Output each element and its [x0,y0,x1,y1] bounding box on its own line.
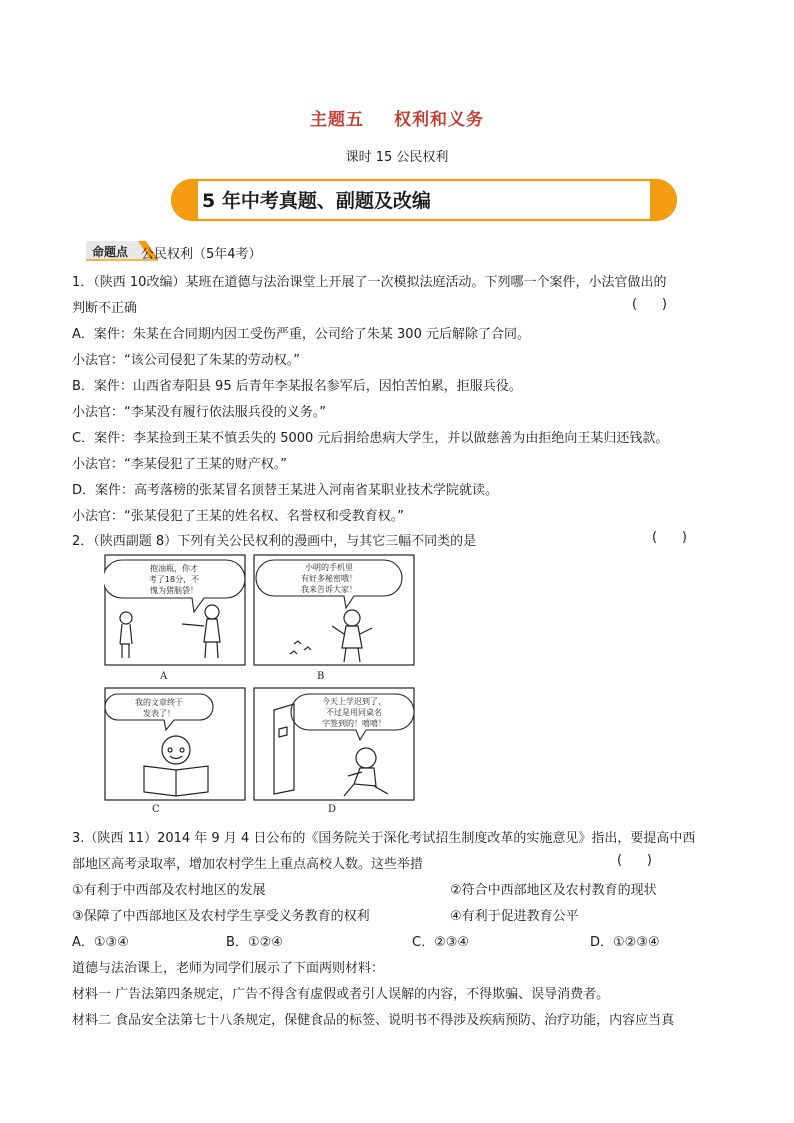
panel-b-bubble-line2: 有好多秘密哦！ [301,574,357,583]
topic-tag-label: 命题点 [92,245,129,259]
q1-option-c-judge: 小法官：“李某侵犯了王某的财产权。” [72,457,287,472]
panel-a-label: A [160,671,168,682]
comic-panel-c [105,688,245,800]
q3-choice-c: C．②③④ [412,935,470,950]
material-intro: 道德与法治课上，老师为同学们展示了下面两则材料： [72,961,385,976]
q3-item-1: ①有利于中西部及农村地区的发展 [72,883,266,898]
title-part2: 权利和义务 [394,110,484,130]
material-one: 材料一 广告法第四条规定，广告不得含有虚假或者引人误解的内容，不得欺骗、误导消费者。 [72,987,610,1002]
q3-item-3: ③保障了中西部地区及农村学生享受义务教育的权利 [72,909,370,924]
panel-a-bubble-line3: 愧为猪脑袋！ [150,586,198,595]
q1-option-a-judge: 小法官：“该公司侵犯了朱某的劳动权。” [72,353,300,368]
q1-option-c-case: C．案件：李某捡到王某不慎丢失的 5000 元后捐给患病大学生，并以做慈善为由拒绝向王某归还钱款。 [72,431,669,446]
q3-item-4: ④有利于促进教育公平 [450,909,579,924]
panel-b-bubble-line3: 我来告诉大家！ [301,585,357,594]
comic-panel-a [104,555,245,682]
q3-choice-a: A．①③④ [72,935,129,950]
panel-c-bubble-line1: 我的文章终于 [135,698,183,707]
banner-title: 5 年中考真题、副题及改编 [202,190,431,212]
topic-text: 公民权利（5年4考） [141,247,262,262]
q3-line1: 3.（陕西 11）2014 年 9 月 4 日公布的《国务院关于深化考试招生制度改革的实施意见》指出，要提高中西 [72,831,696,846]
comic-panel-d [254,688,414,800]
q1-option-d-judge: 小法官：“张某侵犯了王某的姓名权、名誉权和受教育权。” [72,509,404,524]
panel-b-label: B [317,671,325,682]
q1-option-a-case: A．案件：朱某在合同期内因工受伤严重，公司给了朱某 300 元后解除了合同。 [72,327,530,342]
q3-answer-paren: ( ) [617,853,652,868]
q1-answer-paren: ( ) [632,297,667,312]
panel-a-bubble-line1: 抱油瓶，你才 [150,564,198,573]
comic-panel-b [254,555,414,682]
q1-option-b-judge: 小法官：“李某没有履行依法服兵役的义务。” [72,405,326,420]
panel-d-label: D [328,804,337,815]
page-title [0,105,794,130]
q2-answer-paren: ( ) [652,530,687,545]
title-part1: 主题五 [310,110,364,130]
panel-d-bubble-line3: 字签到的！嘻嘻！ [322,719,386,728]
q3-choice-b: B．①②④ [226,935,283,950]
q3-line2: 部地区高考录取率，增加农村学生上重点高校人数。这些举措 [72,857,424,872]
q1-line1: 1．（陕西 10改编）某班在道德与法治课堂上开展了一次模拟法庭活动。下列哪一个案件，小法官做出的 [72,275,667,290]
q3-item-2: ②符合中西部地区及农村教育的现状 [450,883,657,898]
panel-b-bubble-line1: 小明的手机里 [305,563,353,572]
q1-option-b-case: B．案件：山西省寿阳县 95 后青年李某报名参军后，因怕苦怕累，拒服兵役。 [72,379,522,394]
panel-c-label: C [152,804,160,815]
q3-choice-d: D．①②③④ [590,935,660,950]
q1-option-d-case: D．案件：高考落榜的张某冒名顶替王某进入河南省某职业技术学院就读。 [72,483,499,498]
q2-line1: 2．（陕西副题 8）下列有关公民权利的漫画中，与其它三幅不同类的是 [72,534,477,549]
comic-grid [104,554,416,804]
panel-d-bubble-line1: 今天上学迟到了， [322,697,386,706]
panel-c-bubble-line2: 发表了！ [143,709,175,718]
lesson-subtitle: 课时 15 公民权利 [345,150,449,165]
material-two: 材料二 食品安全法第七十八条规定，保健食品的标签、说明书不得涉及疾病预防、治疗功能，内容应当真 [72,1013,675,1028]
panel-d-bubble-line2: 不过是用同桌名 [326,708,382,717]
q1-line2: 判断不正确 [72,301,138,316]
panel-a-bubble-line2: 考了18分，不 [148,575,200,584]
